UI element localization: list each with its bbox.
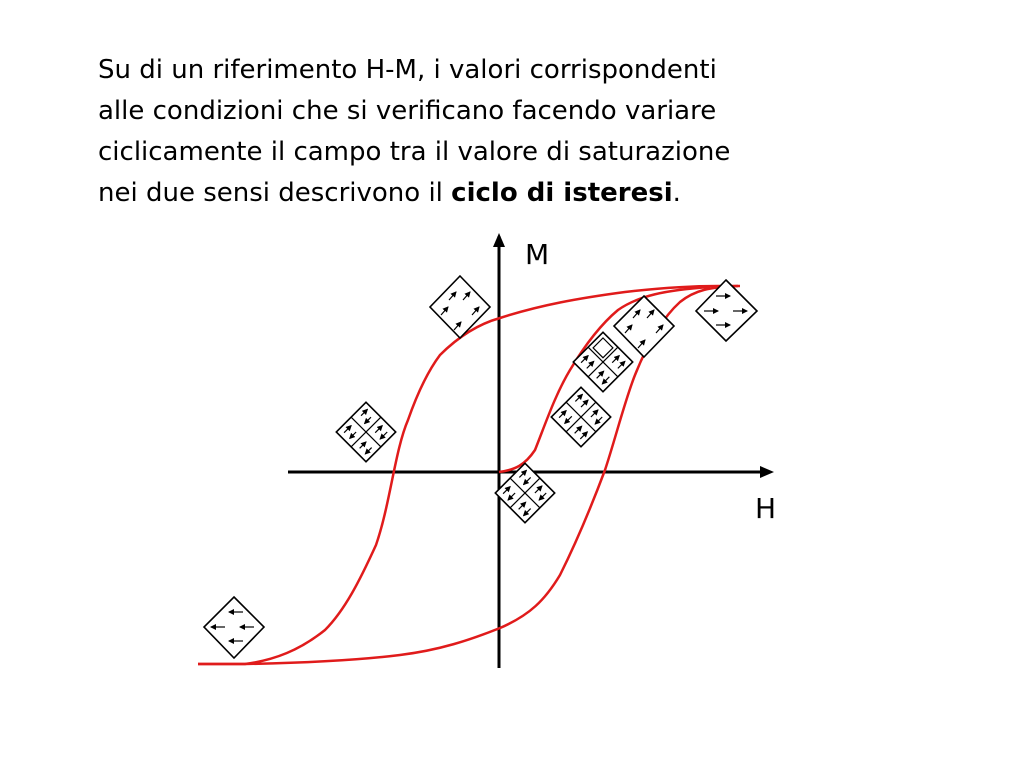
domain-diamond-icon bbox=[204, 597, 264, 658]
h-axis-arrowhead bbox=[760, 466, 774, 478]
domain-grid-icon bbox=[336, 402, 395, 461]
text-line-4: nei due sensi descrivono il bbox=[98, 178, 443, 208]
text-period: . bbox=[672, 178, 681, 208]
domain-diamond-icon bbox=[430, 276, 490, 338]
m-axis-label: M bbox=[525, 238, 550, 271]
domain-diamond-icon bbox=[614, 296, 674, 357]
h-axis-label: H bbox=[755, 492, 777, 525]
domain-grid-icon bbox=[551, 387, 610, 446]
domain-grid-icon bbox=[573, 332, 632, 391]
bold-term: ciclo di isteresi bbox=[451, 178, 673, 208]
m-axis-arrowhead bbox=[493, 233, 505, 247]
text-line-2: alle condizioni che si verificano facendo variare bbox=[98, 96, 717, 126]
text-line-1: Su di un riferimento H-M, i valori corrispondenti bbox=[98, 55, 717, 85]
text-line-3: ciclicamente il campo tra il valore di saturazione bbox=[98, 137, 731, 167]
